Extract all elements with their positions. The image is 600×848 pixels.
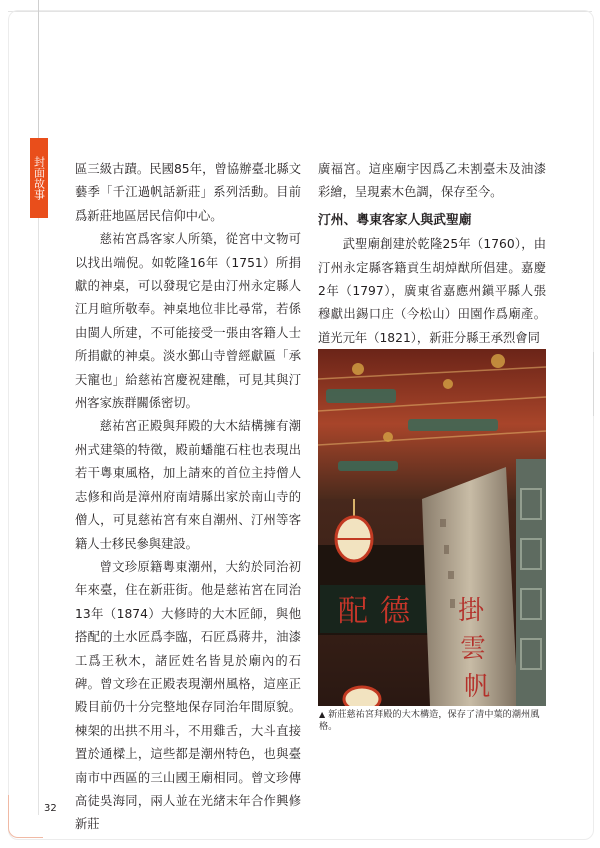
page-number: 32 [44, 803, 57, 814]
paragraph: 慈祐宮爲客家人所築，從宮中文物可以找出端倪。如乾隆16年（1751）所捐獻的神桌，可以發現它是由汀州永定縣人江月暄所敬奉。神桌地位非比尋常，若係由閩人所建，不可能接受一張由客籍人士所捐獻的神桌。淡水鄞山寺曾經獻匾「承天寵也」給慈祐宮慶祝建醮，可見其與汀州客家族群關係密切。 [75, 232, 301, 411]
paragraph: 區三級古蹟。民國85年，曾協辦臺北縣文藝季「千江過帆話新莊」系列活動。目前爲新莊地區居民信仰中心。 [75, 162, 301, 223]
paragraph: 廣福宮。這座廟宇因爲乙未割臺未及油漆彩繪，呈現素木色調，保存至今。 [318, 162, 546, 200]
edge-mark [593, 352, 600, 416]
paragraph: 武聖廟創建於乾隆25年（1760），由汀州永定縣客籍貢生胡焯猷所倡建。嘉慶2年（1797），廣東省嘉應州鎭平縣人張穆獻出錫口庄（今松山）田園作爲廟產。道光元年（1821），新莊分縣王承烈會同 [318, 237, 546, 345]
column-char: 雲 [460, 634, 487, 664]
margin-rule [38, 0, 39, 140]
caption-triangle-icon: ▲ [319, 710, 326, 719]
lantern-icon [344, 687, 380, 706]
section-heading: 汀州、粵東客家人與武聖廟 [318, 212, 472, 228]
column-char: 帆 [464, 672, 491, 702]
column-char: 掛 [458, 596, 485, 626]
signboard-char: 德 [380, 594, 410, 629]
signboard-char: 配 [338, 594, 368, 629]
paragraph: 慈祐宮正殿與拜殿的大木結構擁有潮州式建築的特徵，殿前蟠龍石柱也表現出若干粵東風格，加上請來的首位主持僧人志修和尚是漳州府南靖縣出家於南山寺的僧人，可見慈祐宮有來自潮州、汀州等客籍人士移民參與建設。 [75, 419, 301, 551]
corner-ornament [8, 795, 43, 838]
margin-rule-lower [38, 215, 39, 815]
paragraph: 曾文珍原籍粵東潮州，大約於同治初年來臺，住在新莊街。他是慈祐宮在同治13年（1874）大修時的大木匠師，與他搭配的土水匠爲李臨，石匠爲蔣井，油漆工爲王秋木，諸匠姓名皆見於廟內的石碑。曾文珍在正殿表現潮州風格，這座正殿目前仍十分完整地保存同治年間原貌。棟架的出拱不用斗，不用雞舌，大斗直接置於通樑上，這些都是潮州特色，也與臺南市中西區的三山國王廟相同。曾文珍傳高徒吳海同，兩人並在光緒末年合作興修新莊 [75, 559, 301, 832]
left-column [75, 158, 301, 837]
section-tab[interactable]: 封面故事 [30, 138, 48, 218]
photo-caption [319, 709, 549, 733]
right-column [318, 158, 546, 350]
temple-photo [318, 349, 546, 706]
caption-text: 新莊慈祐宮拜殿的大木構造，保存了清中葉的潮州風格。 [319, 709, 540, 732]
